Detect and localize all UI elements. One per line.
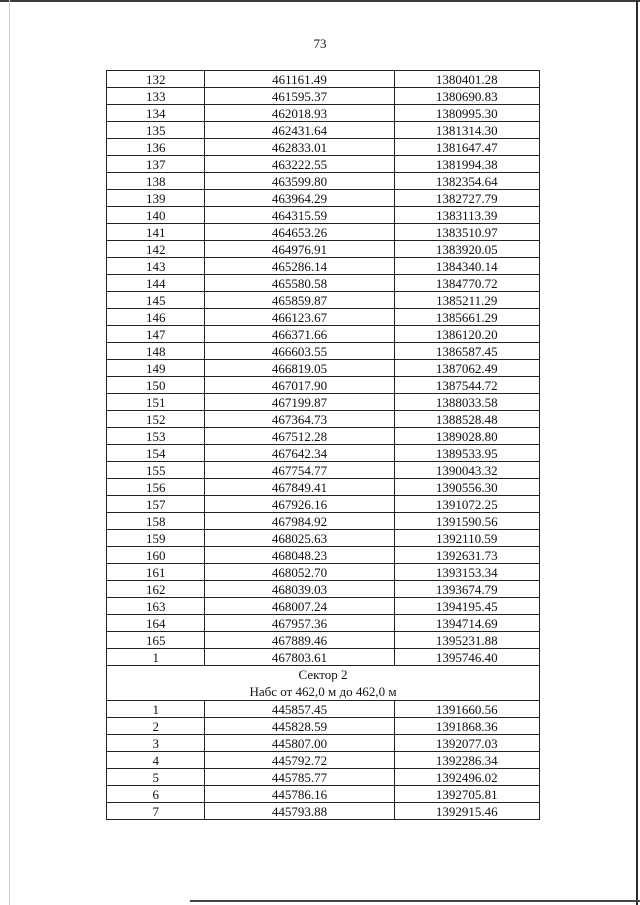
sector-subtitle: Набс от 462,0 м до 462,0 м [107,683,540,701]
y-coordinate-cell: 1392496.02 [394,769,539,786]
table-row [107,564,540,581]
x-coordinate-cell: 445857.45 [205,701,394,718]
table-row [107,173,540,190]
point-number-cell: 3 [107,735,205,752]
point-number-cell: 133 [107,88,205,105]
table-row [107,496,540,513]
x-coordinate-cell: 465580.58 [205,275,394,292]
y-coordinate-cell: 1395231.88 [394,632,539,649]
table-row [107,105,540,122]
x-coordinate-cell: 465859.87 [205,292,394,309]
table-row [107,292,540,309]
table-row [107,343,540,360]
point-number-cell: 136 [107,139,205,156]
x-coordinate-cell: 467984.92 [205,513,394,530]
point-number-cell: 143 [107,258,205,275]
x-coordinate-cell: 445785.77 [205,769,394,786]
x-coordinate-cell: 467017.90 [205,377,394,394]
table-row [107,275,540,292]
y-coordinate-cell: 1383920.05 [394,241,539,258]
point-number-cell: 135 [107,122,205,139]
y-coordinate-cell: 1394195.45 [394,598,539,615]
x-coordinate-cell: 464653.26 [205,224,394,241]
x-coordinate-cell: 466819.05 [205,360,394,377]
x-coordinate-cell: 468007.24 [205,598,394,615]
y-coordinate-cell: 1387544.72 [394,377,539,394]
x-coordinate-cell: 445793.88 [205,803,394,820]
x-coordinate-cell: 462833.01 [205,139,394,156]
y-coordinate-cell: 1394714.69 [394,615,539,632]
table-row [107,479,540,496]
point-number-cell: 138 [107,173,205,190]
point-number-cell: 165 [107,632,205,649]
table-row [107,190,540,207]
table-row [107,139,540,156]
table-row [107,156,540,173]
table-row [107,752,540,769]
y-coordinate-cell: 1392077.03 [394,735,539,752]
table-row [107,224,540,241]
page-number: 73 [313,36,327,51]
y-coordinate-cell: 1389533.95 [394,445,539,462]
point-number-cell: 153 [107,428,205,445]
x-coordinate-cell: 467364.73 [205,411,394,428]
point-number-cell: 142 [107,241,205,258]
y-coordinate-cell: 1380690.83 [394,88,539,105]
y-coordinate-cell: 1391072.25 [394,496,539,513]
point-number-cell: 148 [107,343,205,360]
y-coordinate-cell: 1392705.81 [394,786,539,803]
sector-subtitle-row [107,683,540,701]
y-coordinate-cell: 1383113.39 [394,207,539,224]
x-coordinate-cell: 445828.59 [205,718,394,735]
table-row [107,207,540,224]
table-row [107,462,540,479]
point-number-cell: 162 [107,581,205,598]
table-row [107,309,540,326]
x-coordinate-cell: 445786.16 [205,786,394,803]
y-coordinate-cell: 1386587.45 [394,343,539,360]
point-number-cell: 1 [107,649,205,666]
point-number-cell: 157 [107,496,205,513]
table-row [107,547,540,564]
y-coordinate-cell: 1381314.30 [394,122,539,139]
y-coordinate-cell: 1391590.56 [394,513,539,530]
y-coordinate-cell: 1384770.72 [394,275,539,292]
x-coordinate-cell: 461595.37 [205,88,394,105]
x-coordinate-cell: 466123.67 [205,309,394,326]
table-row [107,803,540,820]
table-row [107,786,540,803]
point-number-cell: 147 [107,326,205,343]
x-coordinate-cell: 467889.46 [205,632,394,649]
x-coordinate-cell: 466371.66 [205,326,394,343]
page-left-edge [9,0,10,905]
point-number-cell: 164 [107,615,205,632]
point-number-cell: 154 [107,445,205,462]
x-coordinate-cell: 461161.49 [205,71,394,88]
point-number-cell: 149 [107,360,205,377]
y-coordinate-cell: 1380401.28 [394,71,539,88]
table-row [107,71,540,88]
x-coordinate-cell: 467642.34 [205,445,394,462]
point-number-cell: 4 [107,752,205,769]
point-number-cell: 139 [107,190,205,207]
table-row [107,360,540,377]
table-row [107,513,540,530]
table-row [107,615,540,632]
x-coordinate-cell: 462431.64 [205,122,394,139]
y-coordinate-cell: 1382354.64 [394,173,539,190]
point-number-cell: 7 [107,803,205,820]
y-coordinate-cell: 1390556.30 [394,479,539,496]
table-row [107,598,540,615]
y-coordinate-cell: 1395746.40 [394,649,539,666]
y-coordinate-cell: 1382727.79 [394,190,539,207]
sector-title-row [107,666,540,684]
y-coordinate-cell: 1386120.20 [394,326,539,343]
coordinates-table-body-b [107,701,540,820]
table-row [107,241,540,258]
table-row [107,769,540,786]
y-coordinate-cell: 1392110.59 [394,530,539,547]
y-coordinate-cell: 1381994.38 [394,156,539,173]
point-number-cell: 134 [107,105,205,122]
x-coordinate-cell: 467754.77 [205,462,394,479]
y-coordinate-cell: 1392286.34 [394,752,539,769]
page-top-edge [0,0,640,2]
coordinates-table-body-a [107,71,540,666]
y-coordinate-cell: 1389028.80 [394,428,539,445]
point-number-cell: 140 [107,207,205,224]
table-row [107,530,540,547]
y-coordinate-cell: 1391660.56 [394,701,539,718]
point-number-cell: 163 [107,598,205,615]
x-coordinate-cell: 468025.63 [205,530,394,547]
x-coordinate-cell: 445792.72 [205,752,394,769]
table-row [107,258,540,275]
point-number-cell: 160 [107,547,205,564]
x-coordinate-cell: 467957.36 [205,615,394,632]
point-number-cell: 132 [107,71,205,88]
point-number-cell: 152 [107,411,205,428]
point-number-cell: 156 [107,479,205,496]
y-coordinate-cell: 1393674.79 [394,581,539,598]
table-row [107,326,540,343]
x-coordinate-cell: 464315.59 [205,207,394,224]
y-coordinate-cell: 1390043.32 [394,462,539,479]
y-coordinate-cell: 1385661.29 [394,309,539,326]
y-coordinate-cell: 1388528.48 [394,411,539,428]
point-number-cell: 2 [107,718,205,735]
table-row [107,632,540,649]
y-coordinate-cell: 1388033.58 [394,394,539,411]
x-coordinate-cell: 466603.55 [205,343,394,360]
table-row [107,88,540,105]
point-number-cell: 146 [107,309,205,326]
table-row [107,394,540,411]
x-coordinate-cell: 467926.16 [205,496,394,513]
y-coordinate-cell: 1380995.30 [394,105,539,122]
table-row [107,701,540,718]
x-coordinate-cell: 463964.29 [205,190,394,207]
y-coordinate-cell: 1392915.46 [394,803,539,820]
y-coordinate-cell: 1391868.36 [394,718,539,735]
y-coordinate-cell: 1385211.29 [394,292,539,309]
x-coordinate-cell: 467199.87 [205,394,394,411]
table-row [107,718,540,735]
sector-header [107,666,540,701]
table-row [107,428,540,445]
sector-title: Сектор 2 [107,666,540,684]
x-coordinate-cell: 468052.70 [205,564,394,581]
point-number-cell: 6 [107,786,205,803]
table-row [107,735,540,752]
table-row [107,377,540,394]
x-coordinate-cell: 468048.23 [205,547,394,564]
point-number-cell: 158 [107,513,205,530]
x-coordinate-cell: 467512.28 [205,428,394,445]
coordinates-table [106,70,540,820]
page-bottom-edge [190,900,640,902]
x-coordinate-cell: 468039.03 [205,581,394,598]
table-row [107,649,540,666]
y-coordinate-cell: 1384340.14 [394,258,539,275]
x-coordinate-cell: 464976.91 [205,241,394,258]
table-row [107,411,540,428]
point-number-cell: 161 [107,564,205,581]
point-number-cell: 5 [107,769,205,786]
page-right-edge [636,0,638,905]
point-number-cell: 150 [107,377,205,394]
table-row [107,445,540,462]
y-coordinate-cell: 1393153.34 [394,564,539,581]
x-coordinate-cell: 463599.80 [205,173,394,190]
y-coordinate-cell: 1392631.73 [394,547,539,564]
point-number-cell: 151 [107,394,205,411]
y-coordinate-cell: 1381647.47 [394,139,539,156]
point-number-cell: 155 [107,462,205,479]
point-number-cell: 141 [107,224,205,241]
table-row [107,581,540,598]
point-number-cell: 144 [107,275,205,292]
point-number-cell: 1 [107,701,205,718]
x-coordinate-cell: 465286.14 [205,258,394,275]
x-coordinate-cell: 463222.55 [205,156,394,173]
point-number-cell: 145 [107,292,205,309]
y-coordinate-cell: 1383510.97 [394,224,539,241]
x-coordinate-cell: 467849.41 [205,479,394,496]
x-coordinate-cell: 467803.61 [205,649,394,666]
point-number-cell: 159 [107,530,205,547]
table-row [107,122,540,139]
x-coordinate-cell: 462018.93 [205,105,394,122]
x-coordinate-cell: 445807.00 [205,735,394,752]
point-number-cell: 137 [107,156,205,173]
y-coordinate-cell: 1387062.49 [394,360,539,377]
